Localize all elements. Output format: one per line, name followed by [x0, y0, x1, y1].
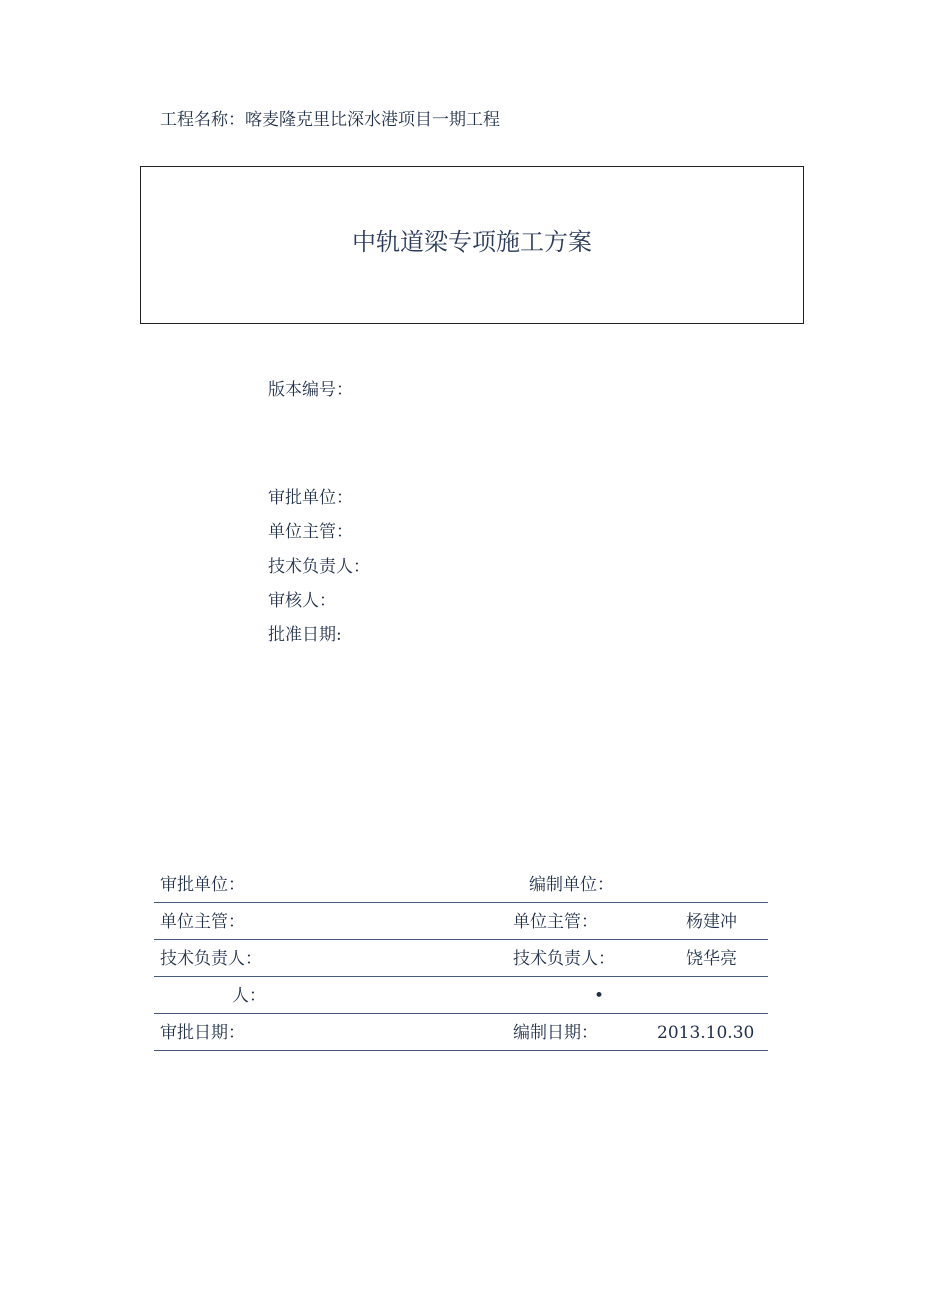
compile-date-value: 2013.10.30: [657, 1023, 755, 1043]
approval-unit-cell: 审批单位：: [160, 875, 245, 895]
table-row: [154, 903, 768, 940]
title-box: [140, 166, 804, 324]
approval-unit-label: 审批单位：: [268, 488, 353, 508]
reviewer-label: 审核人：: [268, 591, 336, 611]
version-number-label: 版本编号：: [268, 380, 353, 400]
document-title: 中轨道梁专项施工方案: [352, 228, 592, 256]
tech-lead-label: 技术负责人：: [268, 557, 370, 577]
table-row: [154, 977, 768, 1014]
compile-tech-lead-value: 饶华亮: [686, 949, 737, 969]
reviewer-cell: 人：: [232, 986, 266, 1006]
table-row: [154, 940, 768, 977]
signature-table: [154, 866, 768, 1051]
compile-date-cell: 编制日期：: [513, 1023, 598, 1043]
approval-date-cell: 审批日期：: [160, 1023, 245, 1043]
approval-supervisor-cell: 单位主管：: [160, 912, 245, 932]
project-name: 工程名称：喀麦隆克里比深水港项目一期工程: [160, 110, 500, 130]
compile-supervisor-value: 杨建冲: [686, 912, 737, 932]
approval-date-label: 批准日期:: [268, 625, 342, 645]
unit-supervisor-label: 单位主管：: [268, 522, 353, 542]
compile-tech-lead-cell: 技术负责人：: [513, 949, 615, 969]
table-row: [154, 866, 768, 903]
approval-tech-lead-cell: 技术负责人：: [160, 949, 262, 969]
compile-supervisor-cell: 单位主管：: [513, 912, 598, 932]
bullet-mark: •: [594, 986, 605, 1006]
table-row: [154, 1014, 768, 1051]
compile-unit-cell: 编制单位：: [529, 875, 614, 895]
